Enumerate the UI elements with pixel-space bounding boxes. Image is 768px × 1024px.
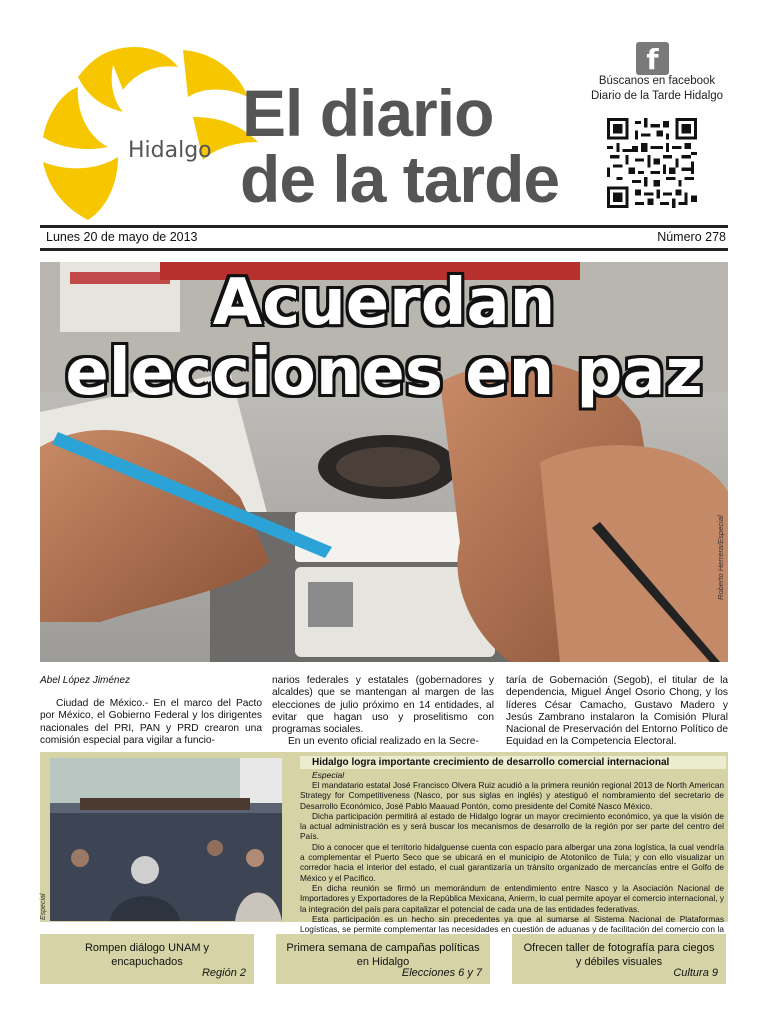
masthead-title-line1: El diario [242,76,494,150]
teaser-culture[interactable] [512,934,726,984]
brief-photo [50,758,282,921]
teaser-section: Elecciones 6 y 7 [401,967,482,979]
region-label: Hidalgo [128,138,212,163]
brief-paragraph: Dicha participación permitirá al estado de Hidalgo lograr un mayor crecimiento económico, ya que la visión de la actual administración es y será buscar los mecanismos de desarrollo de la región por ser parte del centro del País. [300,810,724,842]
teaser-title: Primera semana de campañas políticas en Hidalgo [286,942,480,968]
teaser-title: Rompen diálogo UNAM y encapuchados [84,942,210,968]
facebook-line1: Búscanos en facebook [598,75,716,87]
sun-logo [38,42,268,227]
headline-line2: elecciones en paz [65,336,703,410]
brief-paragraph: El mandatario estatal José Francisco Olvera Ruiz acudió a la primera reunión regional 2013 de North American Strategy for Competitiveness (Nasco, por sus siglas en inglés) y atestiguó el nombramiento del secretario de Desarrollo Económico, José Pablo Maauad Pontón, como presidente del Comité Nasco México. [300,780,724,811]
teaser-elections[interactable] [276,934,490,984]
lead-column-2-p1: narios federales y estatales (gobernadores y alcaldes) que se mantengan al margen de las elecciones de julio próximo en 14 entidades, al evitar que hagan uso y proselitismo con programas sociales. [272,675,494,736]
lead-column-1: Ciudad de México.- En el marco del Pacto por México, el Gobierno Federal y los dirigentes nacionales del PRI, PAN y PRD crearon una comisión especial para vigilar a funcio- [40,698,262,746]
facebook-line2: Diario de la Tarde Hidalgo [590,90,724,102]
masthead-title-line2: de la tarde [240,142,560,216]
issue-number: Número 278 [657,230,726,244]
lead-headline [40,268,728,408]
teaser-section: Región 2 [201,967,246,979]
bottom-rule [40,248,728,251]
teaser-region[interactable] [40,934,254,984]
lead-column-2 [272,675,494,749]
lead-column-3: taría de Gobernación (Segob), el titular de la dependencia, Miguel Ángel Osorio Chong, y los líderes César Camacho, Gustavo Madero y Jesús Zambrano instalaron la Comisión Plural Nacional de Preservación del Entorno Político de Equidad en la Competencia Electoral. [506,675,728,748]
brief-body [300,780,724,945]
lead-column-2-p2: En un evento oficial realizado en la Secre- [288,736,479,748]
brief-paragraph: Dio a conocer que el territorio hidalguense cuenta con espacio para albergar una zona logística, la cual vendría a complementar el Puerto Seco que se ubicará en el municipio de Atotonilco de Tula; y con ello visualizar un corredor hacia el interior del estado, el cual garantizaría un tránsito organizado de mercancías entre el Golfo de México y el Pacífico. [300,841,724,883]
author-byline: Abel López Jiménez [40,675,131,686]
qr-code-icon[interactable] [607,118,697,208]
issue-date: Lunes 20 de mayo de 2013 [46,230,198,244]
teaser-title: Ofrecen taller de fotografía para ciegos y débiles visuales [523,942,715,968]
brief-paragraph: Esta participación es un hecho sin precedentes ya que al sumarse al Sistema Nacional de Plataformas Logísticas, se permite complementar las necesidades en cuestión de aduanas y de facilitación del comercio con la [300,913,724,935]
brief-headline: Hidalgo logra importante crecimiento de desarrollo comercial internacional [312,757,670,768]
brief-paragraph: En dicha reunión se firmó un memorándum de entendimiento entre Nasco y la Asociación Nacional de Importadores y Exportadores de la República Mexicana, Anierm, lo cual permite apoyar el comercio internacional, y la integración del país para capitalizar el potencial de cada una de las entidades federativas. [300,882,724,914]
facebook-icon[interactable]: f [636,42,669,75]
brief-photo-credit: Especial [40,893,47,920]
facebook-text [574,74,740,104]
top-rule [40,225,728,228]
teaser-section: Cultura 9 [673,967,718,979]
brief-byline: Especial [312,770,345,780]
lead-photo-credit: Roberto Herrera/Especial [716,515,725,600]
headline-line1: Acuerdan [212,266,556,340]
